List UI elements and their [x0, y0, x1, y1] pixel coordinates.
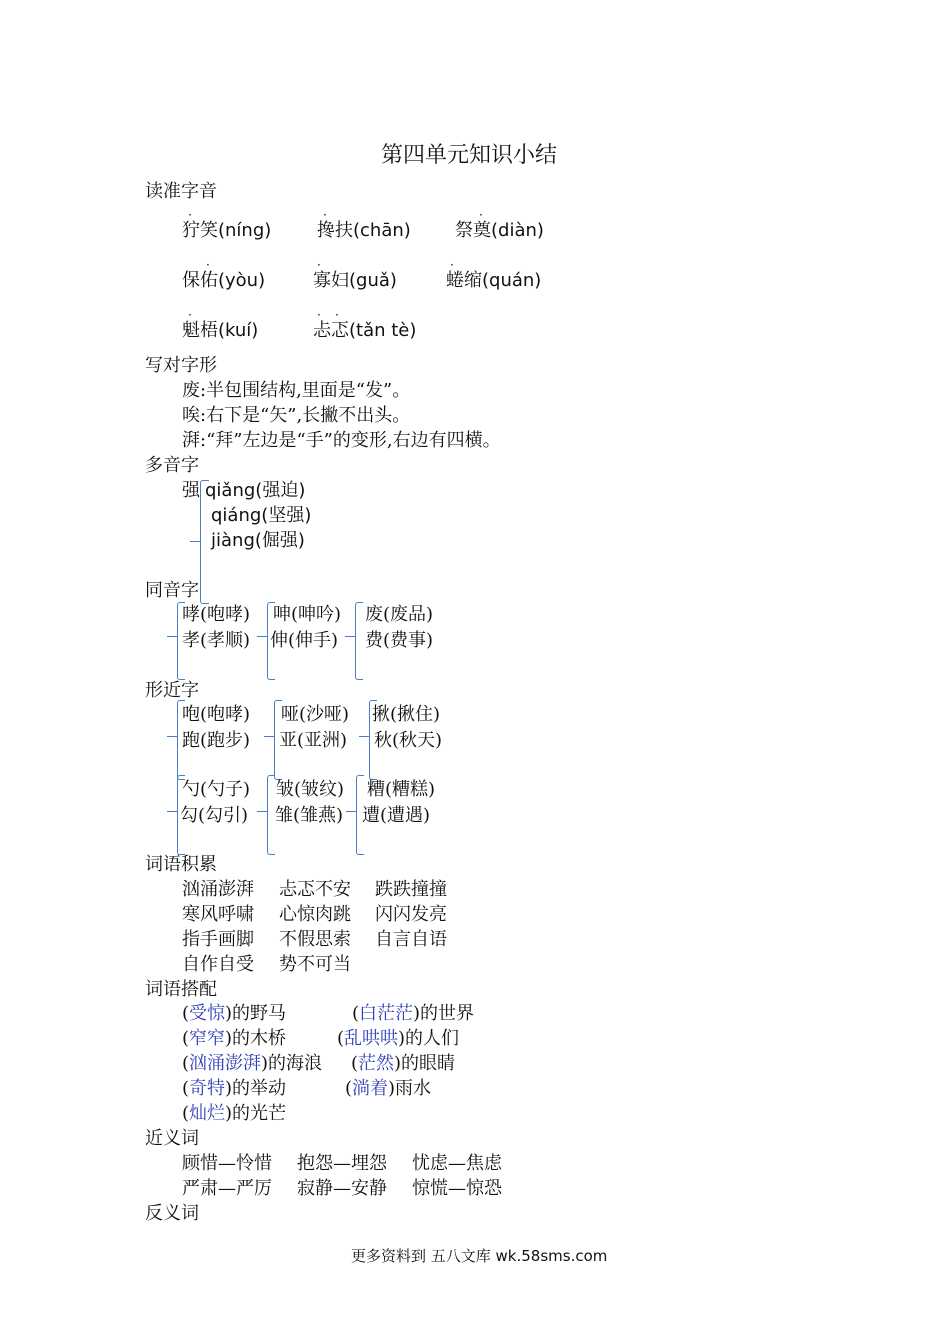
- vocab-word: 自言自语: [375, 929, 447, 950]
- section-heading-polyphone: 多音字: [145, 455, 199, 476]
- section-heading-similar: 形近字: [145, 680, 199, 701]
- polyphone-reading: qiáng(坚强): [211, 505, 312, 526]
- similar-item: 勺(勺子): [182, 779, 251, 800]
- bracket-tick: [264, 736, 274, 737]
- section-heading-writing: 写对字形: [145, 355, 217, 376]
- vocab-word: 寒风呼啸: [182, 904, 254, 925]
- vocab-word: 跌跌撞撞: [375, 879, 447, 900]
- writing-note: 唉:右下是“矢”,长撇不出头。: [182, 405, 411, 426]
- section-heading-vocab: 词语积累: [145, 854, 217, 875]
- vocab-word: 忐忑不安: [279, 879, 351, 900]
- similar-item: 勾(勾引): [180, 805, 249, 826]
- collocation-item: (乱哄哄)的人们: [337, 1028, 460, 1049]
- similar-item: 哑(沙哑): [281, 704, 350, 725]
- footer-link[interactable]: 更多资料到 五八文库 wk.58sms.com: [351, 1247, 608, 1265]
- similar-item: 咆(咆哮): [182, 704, 251, 725]
- bracket-tick: [167, 811, 177, 812]
- collocation-item: (白茫茫)的世界: [352, 1003, 475, 1024]
- polyphone-reading: jiàng(倔强): [211, 530, 305, 551]
- synonym-pair: 抱怨—埋怨: [297, 1153, 387, 1174]
- collocation-item: (奇特)的举动: [182, 1078, 287, 1099]
- synonym-pair: 忧虑—焦虑: [412, 1153, 502, 1174]
- collocation-item: (窄窄)的木桥: [182, 1028, 287, 1049]
- writing-note: 废:半包围结构,里面是“发”。: [182, 380, 411, 401]
- vocab-word: 闪闪发亮: [375, 904, 447, 925]
- similar-item: 遭(遭遇): [362, 805, 431, 826]
- collocation-item: (汹涌澎湃)的海浪: [182, 1053, 323, 1074]
- bracket-tick: [167, 636, 177, 637]
- homophone-bracket: [355, 602, 363, 680]
- similar-item: 揪(揪住): [372, 704, 441, 725]
- vocab-word: 指手画脚: [182, 929, 254, 950]
- synonym-pair: 严肃—严厉: [182, 1178, 272, 1199]
- homophone-item: 孝(孝顺): [182, 630, 251, 651]
- vocab-word: 不假思索: [279, 929, 351, 950]
- section-heading-pronunciation: 读准字音: [145, 181, 217, 202]
- pronunciation-item: · · 忐忑(tǎn tè): [313, 308, 417, 341]
- section-heading-synonyms: 近义词: [145, 1128, 199, 1149]
- similar-item: 糟(糟糕): [367, 779, 436, 800]
- pronunciation-item: · 魁梧(kuí): [182, 308, 259, 341]
- synonym-pair: 寂静—安静: [297, 1178, 387, 1199]
- vocab-word: 心惊肉跳: [279, 904, 351, 925]
- similar-item: 亚(亚洲): [279, 730, 348, 751]
- pronunciation-item: · 蜷缩(quán): [446, 258, 542, 291]
- pronunciation-item: · 狞笑(níng): [182, 208, 272, 241]
- pronunciation-item: · 保佑(yòu): [182, 258, 266, 291]
- bracket-tick: [257, 636, 267, 637]
- vocab-word: 汹涌澎湃: [182, 879, 254, 900]
- vocab-word: 势不可当: [279, 954, 351, 975]
- homophone-item: 伸(伸手): [270, 630, 339, 651]
- collocation-item: (茫然)的眼睛: [351, 1053, 456, 1074]
- bracket-tick: [167, 736, 177, 737]
- bracket-tick: [257, 811, 267, 812]
- collocation-item: (灿烂)的光芒: [182, 1103, 287, 1124]
- page-title: 第四单元知识小结: [381, 143, 558, 168]
- similar-item: 雏(雏燕): [275, 805, 344, 826]
- bracket-tick: [346, 811, 356, 812]
- similar-item: 秋(秋天): [374, 730, 443, 751]
- bracket-tick: [359, 736, 369, 737]
- similar-item: 皱(皱纹): [276, 779, 345, 800]
- vocab-word: 自作自受: [182, 954, 254, 975]
- section-heading-homophone: 同音字: [145, 580, 199, 601]
- writing-note: 湃:“拜”左边是“手”的变形,右边有四横。: [182, 430, 501, 451]
- bracket-tick: [190, 541, 200, 542]
- synonym-pair: 惊慌—惊恐: [412, 1178, 502, 1199]
- similar-item: 跑(跑步): [182, 730, 251, 751]
- similar-bracket: [267, 775, 275, 855]
- polyphone-reading: qiǎng(强迫): [205, 480, 306, 501]
- polyphone-char: 强: [182, 480, 200, 501]
- section-heading-antonyms: 反义词: [145, 1203, 199, 1224]
- pronunciation-item: · 祭奠(diàn): [455, 208, 544, 241]
- homophone-item: 哮(咆哮): [182, 604, 251, 625]
- homophone-item: 呻(呻吟): [273, 604, 342, 625]
- homophone-item: 费(费事): [365, 630, 434, 651]
- pronunciation-item: · 寡妇(guǎ): [313, 258, 397, 291]
- homophone-item: 废(废品): [365, 604, 434, 625]
- synonym-pair: 顾惜—怜惜: [182, 1153, 272, 1174]
- collocation-item: (淌着)雨水: [345, 1078, 432, 1099]
- pronunciation-item: · 搀扶(chān): [317, 208, 411, 241]
- bracket-tick: [345, 636, 355, 637]
- section-heading-collocation: 词语搭配: [145, 979, 217, 1000]
- collocation-item: (受惊)的野马: [182, 1003, 287, 1024]
